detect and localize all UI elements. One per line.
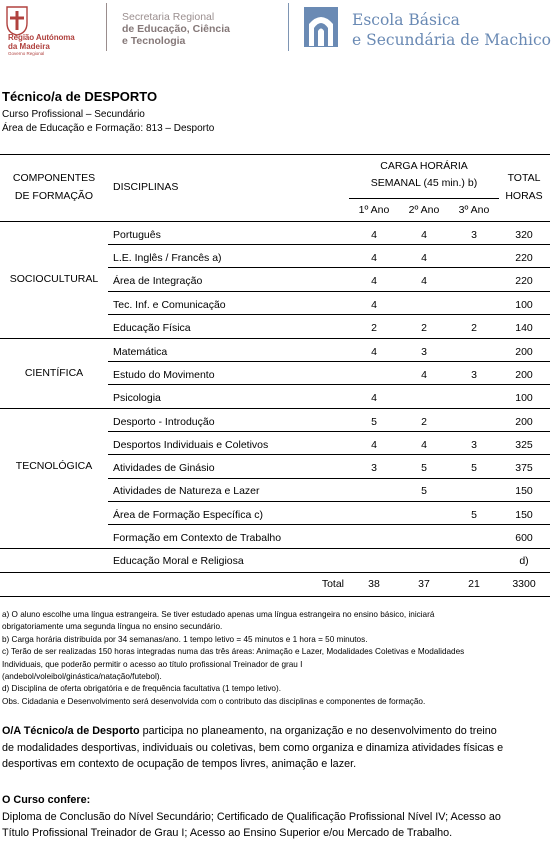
table-rule xyxy=(0,154,550,155)
ano1-value: 4 xyxy=(371,275,377,287)
ano1-value: 4 xyxy=(371,392,377,404)
discipline-name: Psicologia xyxy=(113,392,161,404)
shield-icon xyxy=(6,6,28,36)
row-rule xyxy=(108,454,550,455)
school-name-line2: e Secundária de Machico xyxy=(352,31,552,49)
footnote-line: a) O aluno escolhe uma língua estrangeira. Se tiver estudado apenas uma língua estrangeira no ensino básico, iniciará xyxy=(2,610,435,619)
regiao-line2: da Madeira xyxy=(8,42,50,51)
header-ano2: 2º Ano xyxy=(408,204,440,216)
row-rule xyxy=(108,361,550,362)
school-name xyxy=(352,10,551,50)
total-value: 150 xyxy=(515,509,533,521)
ano1-value: 4 xyxy=(371,346,377,358)
ano2-value: 4 xyxy=(421,439,427,451)
table-rule xyxy=(0,572,550,573)
discipline-name: Estudo do Movimento xyxy=(113,369,215,381)
total-value: 600 xyxy=(515,532,533,544)
description-lead: O/A Técnico/a de Desporto xyxy=(2,725,140,737)
total-value: 325 xyxy=(515,439,533,451)
header-ano3: 3º Ano xyxy=(458,204,490,216)
ano3-total: 21 xyxy=(468,578,480,590)
course-type: Curso Profissional – Secundário xyxy=(2,109,145,120)
header-disciplinas: DISCIPLINAS xyxy=(113,181,179,193)
table-rule xyxy=(0,548,550,549)
header-carga-2: SEMANAL (45 min.) b) xyxy=(370,177,478,189)
discipline-name: Atividades de Ginásio xyxy=(113,462,215,474)
table-rule xyxy=(349,198,499,199)
ano2-value: 4 xyxy=(421,275,427,287)
discipline-name: Educação Física xyxy=(113,322,191,334)
footnote-line: (andebol/voleibol/ginástica/natação/futebol). xyxy=(2,672,162,682)
footnotes xyxy=(2,609,550,708)
row-rule xyxy=(108,478,550,479)
discipline-name: Desportos Individuais e Coletivos xyxy=(113,439,269,451)
discipline-name: Português xyxy=(113,229,161,241)
row-rule xyxy=(108,431,550,432)
table-rule xyxy=(0,596,550,597)
footnote-line: Individuais, que poderão permitir o acesso ao título profissional Treinador de grau I xyxy=(2,659,303,669)
discipline-name: Área de Integração xyxy=(113,275,203,287)
discipline-name: Formação em Contexto de Trabalho xyxy=(113,532,282,544)
page-title: Técnico/a de DESPORTO xyxy=(2,89,158,104)
secretaria-logo xyxy=(122,11,230,47)
row-rule xyxy=(108,291,550,292)
school-emblem-icon xyxy=(303,6,339,48)
ano1-value: 5 xyxy=(371,416,377,428)
group-cientifica: CIENTÍFICA xyxy=(24,367,84,379)
discipline-name: Matemática xyxy=(113,346,168,358)
ano3-value: 5 xyxy=(471,509,477,521)
header-divider xyxy=(106,3,107,51)
discipline-name: L.E. Inglês / Francês a) xyxy=(113,252,222,264)
ano1-value: 4 xyxy=(371,252,377,264)
discipline-name: Área de Formação Específica c) xyxy=(113,509,263,521)
total-value: d) xyxy=(519,555,529,567)
header-total: TOTAL xyxy=(507,172,541,184)
footnote-line: d) Disciplina de oferta obrigatória e de frequência facultativa (1 tempo letivo). xyxy=(2,684,281,694)
ano3-value: 5 xyxy=(471,462,477,474)
header-componentes: COMPONENTES xyxy=(12,172,96,184)
row-rule xyxy=(108,384,550,385)
discipline-name: Desporto - Introdução xyxy=(113,416,215,428)
confers-text: Título Profissional Treinador de Grau I; Acesso ao Ensino Superior e/ou Mercado de Trabalho. xyxy=(2,827,453,840)
ano3-value: 3 xyxy=(471,439,477,451)
confers-heading: O Curso confere: xyxy=(2,794,91,806)
header-divider xyxy=(288,3,289,51)
ano1-value: 4 xyxy=(371,299,377,311)
header-ano1: 1º Ano xyxy=(358,204,390,216)
ano1-value: 4 xyxy=(371,229,377,241)
ano1-value: 4 xyxy=(371,439,377,451)
total-value: 100 xyxy=(515,392,533,404)
footnote-line: obrigatoriamente uma segunda língua no ensino secundário. xyxy=(2,622,223,632)
total-label: Total xyxy=(321,578,344,590)
footnote-line: c) Terão de ser realizadas 150 horas integradas numa das três áreas: Animação e Lazer, Modalidades Coletivas e Modalidades xyxy=(2,647,465,657)
course-description xyxy=(2,723,550,773)
row-rule xyxy=(108,314,550,315)
table-rule xyxy=(0,338,550,339)
ano2-value: 3 xyxy=(421,346,427,358)
group-sociocultural: SOCIOCULTURAL xyxy=(9,273,99,285)
group-tecnologica: TECNOLÓGICA xyxy=(15,460,93,472)
ano3-value: 3 xyxy=(471,229,477,241)
ano3-value: 2 xyxy=(471,322,477,334)
header-carga: CARGA HORÁRIA xyxy=(380,160,468,172)
confers-text: Diploma de Conclusão do Nível Secundário; Certificado de Qualificação Profissional Nível IV; Acesso ao xyxy=(2,810,501,823)
discipline-name: Atividades de Natureza e Lazer xyxy=(113,485,260,497)
header-horas: HORAS xyxy=(505,190,543,202)
footnote-line: b) Carga horária distribuída por 34 semanas/ano. 1 tempo letivo = 45 minutos e 1 hora = 50 minutos. xyxy=(2,634,368,644)
ano2-total: 37 xyxy=(418,578,430,590)
ano1-value: 3 xyxy=(371,462,377,474)
total-value: 150 xyxy=(515,485,533,497)
total-value: 140 xyxy=(515,322,533,334)
table-rule xyxy=(0,408,550,409)
ano1-total: 38 xyxy=(368,578,380,590)
ano2-value: 4 xyxy=(421,252,427,264)
course-confers xyxy=(2,792,550,842)
total-value: 100 xyxy=(515,299,533,311)
description-text: de modalidades desportivas, individuais ou coletivas, bem como organiza e dinamiza atividades físicas e xyxy=(2,741,504,754)
discipline-name: Educação Moral e Religiosa xyxy=(113,555,244,567)
ano3-value: 3 xyxy=(471,369,477,381)
total-value: 220 xyxy=(515,252,533,264)
row-rule xyxy=(108,501,550,502)
ano2-value: 5 xyxy=(421,485,427,497)
table-rule xyxy=(0,221,550,222)
course-area: Área de Educação e Formação: 813 – Desporto xyxy=(2,123,215,134)
row-rule xyxy=(108,244,550,245)
row-rule xyxy=(108,267,550,268)
total-value: 375 xyxy=(515,462,533,474)
regiao-autonoma-logo xyxy=(6,4,102,56)
ano1-value: 2 xyxy=(371,322,377,334)
footnote-line: Obs. Cidadania e Desenvolvimento será desenvolvida com o contributo das disciplinas e componentes de formação. xyxy=(2,696,426,706)
total-value: 200 xyxy=(515,369,533,381)
grand-total: 3300 xyxy=(512,578,536,590)
ano2-value: 2 xyxy=(421,416,427,428)
secretaria-line2: de Educação, Ciência xyxy=(122,23,230,35)
regiao-line1: Região Autónoma xyxy=(8,33,75,42)
school-name-line1: Escola Básica xyxy=(352,11,460,29)
header-componentes-2: DE FORMAÇÃO xyxy=(14,190,94,202)
ano2-value: 4 xyxy=(421,369,427,381)
regiao-line3: Governo Regional xyxy=(8,51,45,56)
description-text: desportivas em contexto de ocupação de tempos livres, animação e lazer. xyxy=(2,758,357,771)
total-value: 220 xyxy=(515,275,533,287)
total-value: 320 xyxy=(515,229,533,241)
ano2-value: 4 xyxy=(421,229,427,241)
page-header xyxy=(0,0,558,62)
curriculum-table xyxy=(0,154,550,599)
secretaria-line3: e Tecnologia xyxy=(122,35,186,47)
description-text: participa no planeamento, na organização e no desenvolvimento do treino xyxy=(139,725,497,737)
ano2-value: 2 xyxy=(421,322,427,334)
total-value: 200 xyxy=(515,346,533,358)
discipline-name: Tec. Inf. e Comunicação xyxy=(113,299,226,311)
ano2-value: 5 xyxy=(421,462,427,474)
secretaria-line1: Secretaria Regional xyxy=(122,11,215,23)
total-value: 200 xyxy=(515,416,533,428)
row-rule xyxy=(108,524,550,525)
